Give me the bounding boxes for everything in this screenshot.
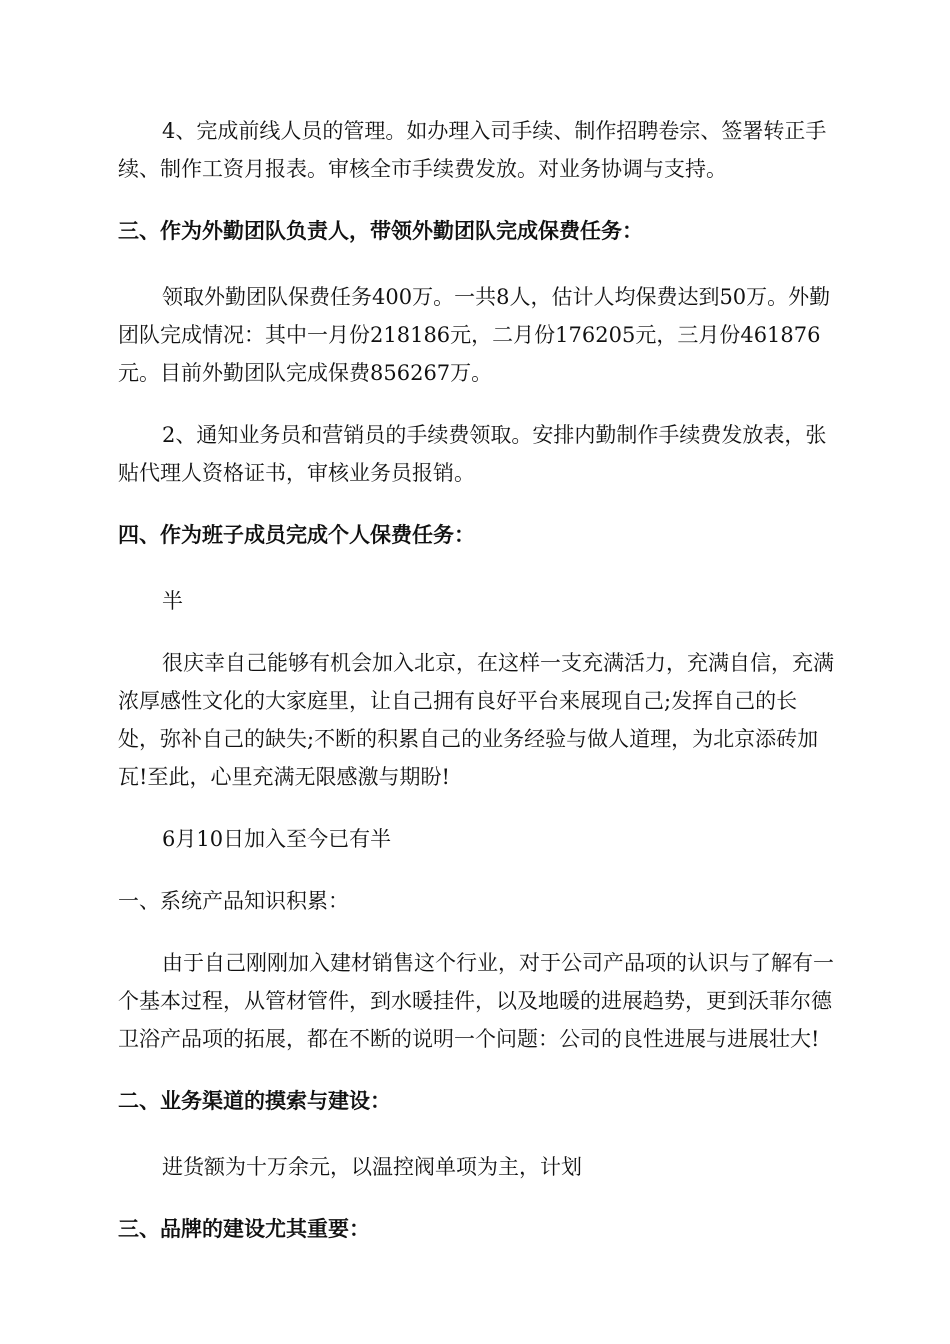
document-body — [118, 112, 838, 1276]
paragraph-item-2: 2、通知业务员和营销员的手续费领取。安排内勤制作手续费发放表，张贴代理人资格证书，审核业务员报销。 — [118, 423, 827, 485]
paragraph-team-premium: 领取外勤团队保费任务400万。一共8人，估计人均保费达到50万。外勤团队完成情况：其中一月份218186元，二月份176205元，三月份461876元。目前外勤团队完成保费856267万。 — [118, 285, 831, 385]
paragraph-join-date: 6月10日加入至今已有半 — [162, 827, 392, 851]
section-heading-product-knowledge: 一、系统产品知识积累： — [118, 889, 349, 913]
paragraph-product-knowledge: 由于自己刚刚加入建材销售这个行业，对于公司产品项的认识与了解有一个基本过程，从管材管件，到水暖挂件，以及地暖的进展趋势，更到沃菲尔德卫浴产品项的拓展，都在不断的说明一个问题：公司的良性进展与进展壮大! — [118, 951, 834, 1051]
paragraph-gratitude: 很庆幸自己能够有机会加入北京，在这样一支充满活力，充满自信，充满浓厚感性文化的大家庭里，让自己拥有良好平台来展现自己;发挥自己的长处，弥补自己的缺失;不断的积累自己的业务经验与做人道理，为北京添砖加瓦!至此，心里充满无限感激与期盼! — [118, 651, 834, 789]
section-heading-team-task: 三、作为外勤团队负责人，带领外勤团队完成保费任务： — [118, 218, 643, 243]
section-heading-channels: 二、业务渠道的摸索与建设： — [118, 1088, 391, 1113]
paragraph-fragment: 半 — [162, 589, 183, 613]
section-heading-personal-task: 四、作为班子成员完成个人保费任务： — [118, 522, 475, 547]
paragraph-purchase: 进货额为十万余元，以温控阀单项为主，计划 — [162, 1155, 582, 1179]
paragraph-item-4: 4、完成前线人员的管理。如办理入司手续、制作招聘卷宗、签署转正手续、制作工资月报表。审核全市手续费发放。对业务协调与支持。 — [118, 119, 827, 181]
section-heading-brand: 三、品牌的建设尤其重要： — [118, 1216, 370, 1241]
